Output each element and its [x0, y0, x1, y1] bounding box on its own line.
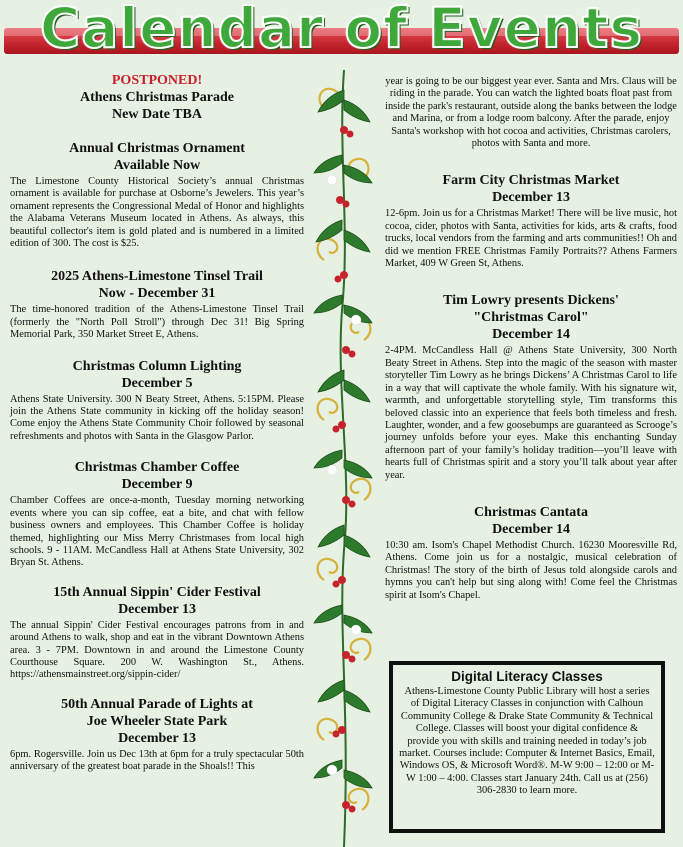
event-description: 10:30 am. Isom's Chapel Methodist Church. 16230 Mooresville Rd, Athens. Come join us for a nostalgic, musical celebration of Christmas! The story of the birth of Jesus told alongside carols and hymns you can't help but sing along with! Come feel the Christmas spirit at Isom's Chapel. — [385, 539, 677, 601]
postponed-label: POSTPONED! — [111, 73, 203, 88]
event-title: Tim Lowry presents Dickens' — [443, 293, 619, 309]
event-date: December 13 — [118, 601, 196, 617]
event-title: Christmas Chamber Coffee — [74, 460, 240, 476]
event-date: December 14 — [492, 327, 570, 343]
event-description: Chamber Coffees are once-a-month, Tuesday morning networking events where you can sip coffee, eat a bite, and chat with fellow business owners and employees. This Chamber Coffee is holiday themed, highlighting our Miss Merry Christmases from local high schools. 9 - 11AM. McCandless Hall at Athens State University, 302 Bryan St. Athens. — [10, 495, 304, 569]
page-title: Calendar of Events — [39, 0, 644, 60]
event-title: 50th Annual Parade of Lights at — [61, 696, 253, 712]
event-date: Now - December 31 — [98, 286, 216, 302]
event-title: Christmas Column Lighting — [72, 358, 242, 374]
event-title: 15th Annual Sippin' Cider Festival — [53, 584, 261, 600]
event-christmas-parade — [10, 73, 304, 123]
event-farm-city-market — [385, 172, 677, 270]
event-description: The time-honored tradition of the Athens-Limestone Tinsel Trail (formerly the "North Poll Stroll") through Dec 31! Big Spring Memorial Park, 350 Market Street E, Athens. — [10, 304, 304, 341]
event-column-lighting — [10, 358, 304, 444]
event-date: December 13 — [492, 190, 570, 206]
event-date: December 9 — [121, 477, 193, 493]
event-description: 12-6pm. Join us for a Christmas Market! There will be live music, hot cocoa, cider, photos with Santa, activities for kids, arts & crafts, food trucks, local vendors from the farming and arts communities!! Oh and did we mention FREE Christmas Family Portraits?? Athens Farmers Market, 409 W Green St, Athens. — [385, 208, 677, 270]
event-title: Annual Christmas Ornament — [69, 141, 245, 156]
event-christmas-carol — [385, 292, 677, 481]
event-christmas-cantata — [385, 504, 677, 602]
event-date: December 5 — [121, 375, 193, 391]
right-column — [385, 70, 677, 614]
left-column — [10, 70, 304, 786]
box-description: Athens-Limestone County Public Library will host a series of Digital Literacy Classes in conjunction with Calhoun Community College & Drake State Community & Technical College. Classes will boost your digital confidence & provide you with skills and training needed in today’s job market. Courses include: Computer & Internet Basics, Email, Windows OS, & Microsoft Word®. M-W 9:00 – 12:00 or M-W 1:00 – 4:00. Classes start January 24th. Call us at (256) 306-2830 to learn more. — [399, 686, 655, 797]
event-description: The annual Sippin' Cider Festival encourages patrons from in and around Athens to walk, shop and eat in the vibrant Downtown Athens area. 3 - 7PM. Downtown in and around the Limestone County Courthouse Square. 200 W. Washington St., Athens. https://athensmainstreet.org/sippin-cider/ — [10, 619, 304, 681]
event-title: 2025 Athens-Limestone Tinsel Trail — [51, 269, 263, 285]
digital-literacy-box — [389, 661, 665, 833]
event-title: Christmas Cantata — [474, 504, 588, 520]
event-date: Available Now — [113, 158, 201, 173]
event-tinsel-trail — [10, 268, 304, 341]
event-title: Athens Christmas Parade — [80, 90, 234, 105]
event-title-line2: "Christmas Carol" — [473, 310, 589, 326]
event-title-line2: Joe Wheeler State Park — [86, 713, 228, 729]
event-description: Athens State University. 300 N Beaty Street, Athens. 5:15PM. Please join the Athens State community in kicking off the holiday season! Come enjoy the Athens State Community Choir followed by seasonal refreshments and photos with Santa in the Glasgow Parlor. — [10, 393, 304, 442]
event-cider-festival — [10, 584, 304, 682]
holly-garland-divider — [306, 70, 382, 847]
event-date: New Date TBA — [112, 107, 202, 122]
event-description: 2-4PM. McCandless Hall @ Athens State University, 300 North Beaty Street in Athens. Step into the magic of the season with master storyteller Tim Lowry as he brings Dickens’ A Christmas Carol to life in a way that will captivate the whole family. With his signature wit, warmth, and unforgettable storytelling style, Tim transforms this beloved classic into an experience that feels both timeless and fresh. Laughter, wonder, and a few goosebumps are guaranteed as Scrooge’s journey unfolds before your eyes. Make this enchanting Sunday afternoon part of your family’s holiday tradition—you’ll leave with hearts full of Christmas spirit and a story you’ll talk about year after year. — [385, 345, 677, 481]
event-date: December 13 — [118, 730, 196, 746]
page-header — [0, 0, 683, 66]
event-description: The Limestone County Historical Society’s annual Christmas ornament is available for purchase at Osborne’s Jewelers. This year’s ornament represents the Congressional Medal of Honor and highlights the Alabama Veterans Museum located in Athens. As always, this beautiful collector's item is gold plated and is numbered in a limited edition of 300. The cost is $25. — [10, 176, 304, 250]
event-description-continued: year is going to be our biggest year ever. Santa and Mrs. Claus will be riding in the parade. You can watch the lighted boats float past from inside the park's restaurant, outside along the banks between the lodge and Marina, or from a lodge room balcony. After the parade, enjoy Santa's workshop with hot cocoa and activities, Christmas carolers, photos with Santa and more. — [385, 76, 677, 150]
event-title: Farm City Christmas Market — [442, 173, 620, 189]
box-title: Digital Literacy Classes — [451, 669, 603, 684]
event-parade-of-lights — [10, 696, 304, 774]
event-description: 6pm. Rogersville. Join us Dec 13th at 6pm for a truly spectacular 50th anniversary of the greatest boat parade in the Shoals!! This — [10, 748, 304, 773]
event-date: December 14 — [492, 521, 570, 537]
event-chamber-coffee — [10, 459, 304, 569]
event-ornament — [10, 140, 304, 250]
